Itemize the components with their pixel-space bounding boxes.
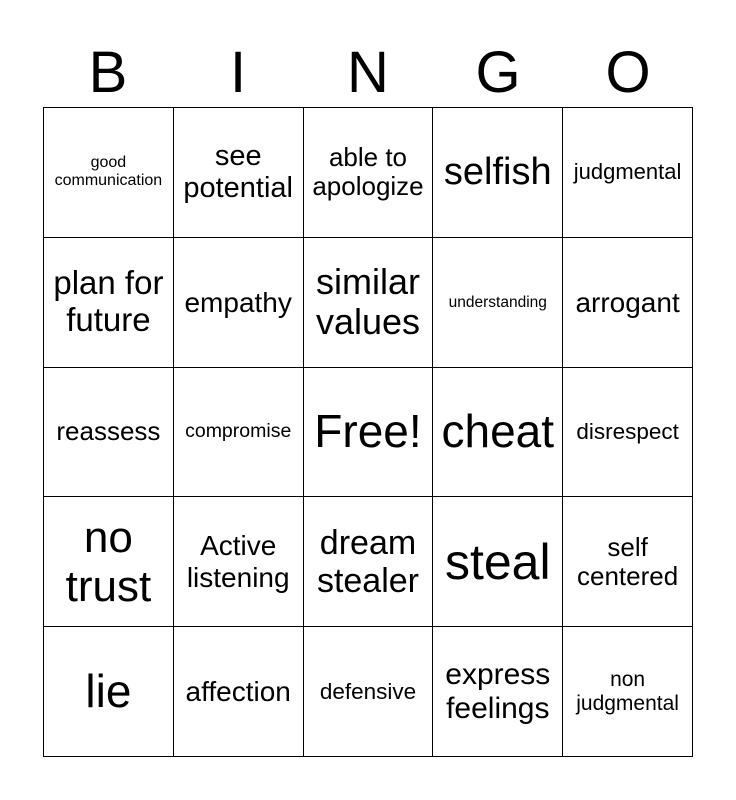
bingo-cell[interactable] <box>44 368 174 498</box>
cell-text: similar values <box>315 260 421 343</box>
cell-text: compromise <box>185 420 292 443</box>
cell-text: express feelings <box>445 658 551 725</box>
cell-text: reassess <box>56 416 161 447</box>
cell-text: no trust <box>65 512 152 611</box>
bingo-cell[interactable] <box>304 238 434 368</box>
bingo-cell[interactable] <box>433 627 563 757</box>
bingo-cell[interactable] <box>174 627 304 757</box>
header-letter-b: B <box>88 40 128 105</box>
bingo-cell[interactable] <box>563 368 693 498</box>
cell-text: cheat <box>441 405 555 458</box>
cell-text: empathy <box>184 286 292 318</box>
bingo-cell[interactable] <box>44 497 174 627</box>
bingo-cell[interactable] <box>174 368 304 498</box>
bingo-cell[interactable] <box>563 108 693 238</box>
cell-text: judgmental <box>573 159 682 185</box>
bingo-cell[interactable] <box>44 238 174 368</box>
bingo-cell[interactable] <box>304 108 434 238</box>
cell-text: steal <box>444 533 551 590</box>
bingo-header <box>43 40 693 106</box>
cell-text: plan for future <box>53 264 164 339</box>
cell-text: dream stealer <box>316 523 420 600</box>
bingo-cell[interactable] <box>174 497 304 627</box>
header-letter-n: N <box>347 40 389 105</box>
cell-text: disrespect <box>576 419 679 445</box>
cell-text: Active listening <box>186 530 290 593</box>
bingo-cell[interactable] <box>563 238 693 368</box>
cell-text: defensive <box>319 679 417 704</box>
bingo-cell[interactable] <box>174 108 304 238</box>
cell-text: selfish <box>443 151 552 194</box>
bingo-cell[interactable] <box>304 497 434 627</box>
cell-text: Free! <box>314 405 422 458</box>
cell-text: understanding <box>448 293 547 311</box>
cell-text: non judgmental <box>576 668 679 715</box>
cell-text: see potential <box>183 139 294 205</box>
bingo-card <box>43 107 693 757</box>
bingo-cell[interactable] <box>174 238 304 368</box>
bingo-cell[interactable] <box>563 627 693 757</box>
cell-text: able to apologize <box>312 142 424 202</box>
cell-text: arrogant <box>575 286 680 318</box>
bingo-cell[interactable] <box>563 497 693 627</box>
cell-text: good communication <box>54 154 163 190</box>
cell-text: lie <box>85 664 132 717</box>
free-space[interactable] <box>304 368 434 498</box>
bingo-cell[interactable] <box>433 108 563 238</box>
header-letter-i: I <box>229 40 247 105</box>
cell-text: self centered <box>577 531 679 591</box>
header-letter-o: O <box>605 40 651 105</box>
bingo-cell[interactable] <box>304 627 434 757</box>
bingo-cell[interactable] <box>44 627 174 757</box>
bingo-cell[interactable] <box>433 238 563 368</box>
bingo-cell[interactable] <box>433 497 563 627</box>
bingo-cell[interactable] <box>44 108 174 238</box>
bingo-cell[interactable] <box>433 368 563 498</box>
header-letter-g: G <box>475 40 521 105</box>
cell-text: affection <box>185 675 291 707</box>
